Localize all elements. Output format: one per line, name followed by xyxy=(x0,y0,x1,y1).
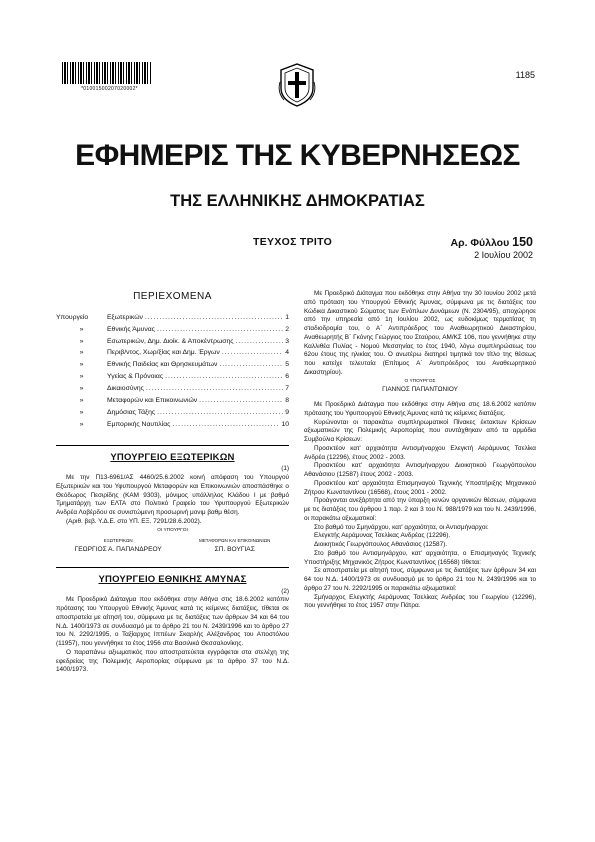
toc-leader xyxy=(236,338,284,347)
toc-prefix: » xyxy=(79,325,84,333)
decision-text: Προσκτέον κατ' αρχαιότητα Αντισμήναρχου Ελεγκτή Αεράμυνας Τσελίκα Ανδρέα (12296), έτους 2002 - 2003. xyxy=(304,444,536,461)
gazette-title: ΕΦΗΜΕΡΙΣ ΤΗΣ ΚΥΒΕΡΝΗΣΕΩΣ xyxy=(75,139,520,172)
toc-leader xyxy=(146,385,283,394)
toc-leader xyxy=(172,421,279,430)
issue-value: 150 xyxy=(512,235,533,249)
divider xyxy=(56,567,289,568)
toc-label: Εθνικής Άμυνας xyxy=(107,325,155,333)
toc-page: 6 xyxy=(285,373,289,381)
toc-leader xyxy=(157,409,283,418)
toc-label: Περιβ/ντος, Χωρ/ξίας και Δημ. Έργων xyxy=(107,349,220,357)
decision-text: Στο βαθμό του Αντισμηνάρχου, κατ' αρχαιότητα, ο Επισμηναγός Τεχνικής Υποστήριξης Μηχανικός Ζήτρος Κωνσταντίνος (16568) τίθεται: xyxy=(304,549,536,566)
decision-text: Με Προεδρικό Διάταγμα που εκδόθηκε στην Αθήνα στις 18.6.2002 κατόπιν πρότασης του Υπουργού Εθνικής Άμυνας κατά τις κείμενες διατάξεις, τίθεται σε αποστρατεία με αίτησή του, σύμφωνα με τις διατάξεις των άρθρων 34 και 64 του Ν.Δ. 1400/1973 σε συνδυασμό με το άρθρο 21 του Ν. 2439/1996 και το άρθρο 27 του Ν. 2292/1995, ο Ταξίαρχος Ιππέων Σκαρλής Αλέξανδρος του Αποστόλου (11957), που γεννήθηκε το έτος 1956 στα Βασιλικά Θεσσαλονίκης. xyxy=(56,596,289,648)
toc-item[interactable] xyxy=(56,385,289,397)
left-column xyxy=(56,262,289,675)
decision-text: Ο παραπάνω αξιωματικός που αποστρατεύεται εγγράφεται στα στελέχη της εφεδρείας της Πολεμικής Αεροπορίας σύμφωνα με το άρθρο 37 του Ν.Δ. 1400/1973. xyxy=(56,648,289,674)
issue-number xyxy=(450,235,533,249)
signatory-heading: Ο ΥΠΟΥΡΓΟΣ xyxy=(404,378,436,384)
signatory-name: ΣΠ. ΒΟΥΓΙΑΣ xyxy=(214,546,255,554)
decision-text: Διοικητικός Γεωργόπουλος Αθανάσιος (12587). xyxy=(314,541,448,548)
toc-leader xyxy=(165,373,283,382)
decision-reference: (Αριθ. βεβ. Υ.Δ.Ε. στο ΥΠ. ΕΞ. 7291/28.6.2002). xyxy=(66,517,202,525)
toc-label: Υγείας & Πρόνοιας xyxy=(107,373,164,381)
barcode-number: *01001500207020002* xyxy=(81,86,138,92)
signatory-name: ΓΙΑΝΝΟΣ ΠΑΠΑΝΤΩΝΙΟΥ xyxy=(382,386,458,394)
toc-prefix: » xyxy=(79,385,84,393)
toc-page: 3 xyxy=(285,337,289,345)
decision-number: (2) xyxy=(281,587,289,595)
toc-leader xyxy=(157,326,283,335)
toc-prefix: » xyxy=(79,361,84,369)
series-label: ΤΕΥΧΟΣ ΤΡΙΤΟ xyxy=(253,236,333,248)
signatory-title: ΕΞΩΤΕΡΙΚΩΝ xyxy=(103,538,133,544)
toc-label: Εθνικής Παιδείας και Θρησκευμάτων xyxy=(107,361,218,369)
signatories-heading: ΟΙ ΥΠΟΥΡΓΟΙ xyxy=(157,527,188,533)
decision-text: Με την Π13-6961/ΑΣ 4460/25.6.2002 κοινή απόφαση του Υπουργού Εξωτερικών και του Υφυπουργού Μεταφορών και Επικοινωνιών αποσπάσθηκε ο Θεόδωρος Πεσιρίδης (ΚΑΜ 9303), μόνιμος υπάλληλος Κλάδου Ι με βαθμό Τμηματάρχη των ΕΛΤΑ στο Πολιτικό Γραφείο του Υφυπουργού Εξωτερικών Ανδρέα Λοβέρδου σε συνιστώμενη προσωρινή μονιμ βαθμ θέση. xyxy=(56,474,289,517)
decision-text: Με Προεδρικό Διάταγμα που εκδόθηκε στην Αθήνα στις 18.6.2002 κατόπιν πρότασης του Υφυπουργού Εθνικής Άμυνας κατά τις κείμενες διατάξεις. xyxy=(304,401,536,417)
issue-date: 2 Ιουλίου 2002 xyxy=(474,250,533,260)
barcode xyxy=(62,62,152,84)
toc-prefix: » xyxy=(79,408,84,416)
decision-text: Προσκτέου κατ' αρχαιότητα Αντισμήναρχου Διοικητικού Γεωργόπουλου Αθανάσιου (12587) έτους 2002 - 2003. xyxy=(304,462,536,478)
gazette-subtitle: ΤΗΣ ΕΛΛΗΝΙΚΗΣ ΔΗΜΟΚΡΑΤΙΑΣ xyxy=(170,192,425,210)
decision-text: Σε αποστρατεία με αίτησή τους, σύμφωνα με τις διατάξεις των άρθρων 34 και 64 του Ν.Δ. 1400/1973 σε συνδυασμό με το άρθρο 21 του Ν. 2439/1996 και το άρθρο 27 του Ν. 2292/1995 οι παρακάτω αξιωματικοί: xyxy=(304,567,536,592)
toc-label: Εμπορικής Ναυτιλίας xyxy=(107,420,171,428)
toc-prefix: » xyxy=(79,420,84,428)
toc-leader xyxy=(219,361,283,370)
toc-label: Δικαιοσύνης xyxy=(107,385,144,393)
toc-page: 8 xyxy=(285,396,289,404)
section-title-defence: ΥΠΟΥΡΓΕΙΟ ΕΘΝΙΚΗΣ ΑΜΥΝΑΣ xyxy=(98,573,247,585)
right-column xyxy=(304,290,536,611)
toc-page: 2 xyxy=(285,325,289,333)
page-number: 1185 xyxy=(515,70,535,80)
signatures xyxy=(56,537,289,555)
section-title-foreign-affairs: ΥΠΟΥΡΓΕΙΟ ΕΞΩΤΕΡΙΚΩΝ xyxy=(110,451,235,463)
toc-item[interactable] xyxy=(56,421,289,433)
toc-label: Εσωτερικών, Δημ. Διοίκ. & Αποκέντρωσης xyxy=(107,337,234,345)
toc-page: 7 xyxy=(285,385,289,393)
toc-leader xyxy=(145,314,283,323)
toc-item[interactable] xyxy=(56,373,289,385)
toc-item[interactable] xyxy=(56,338,289,350)
toc-leader xyxy=(199,397,283,406)
toc-heading: ΠΕΡΙΕΧΟΜΕΝΑ xyxy=(133,291,212,302)
toc-prefix: » xyxy=(79,373,84,381)
toc-prefix: Υπουργείο xyxy=(56,313,89,321)
toc-page: 9 xyxy=(285,408,289,416)
decision-text: Ελεγκτής Αεράμυνας Τσελίκας Ανδρέας (12296). xyxy=(314,532,451,540)
coat-of-arms-icon xyxy=(278,62,316,108)
issue-label: Αρ. Φύλλου xyxy=(450,237,510,249)
toc-item[interactable] xyxy=(56,397,289,409)
toc-item[interactable] xyxy=(56,349,289,361)
toc-item[interactable] xyxy=(56,409,289,421)
decision-text: Προσκτέου κατ' αρχαιότητα Επισμηναγού Τεχνικής Υποστήριξης Μηχανικού Ζήτρου Κωνσταντίνου (16568), έτους 2001 - 2002. xyxy=(304,479,536,496)
decision-text: Κυρώνονται οι παρακάτω συμπληρωματικοί Πίνακες έκτακτων Κρίσεων αξιωματικών της Πολεμικής Αεροπορίας που συντάχθηκαν από τα αρμόδια Συμβούλια Κρίσεων: xyxy=(304,418,536,443)
decision-text: Προάγονται ανεξάρτητα από την ύπαρξη κενών οργανικών θέσεων, σύμφωνα με τις διατάξεις του άρθρου 1 παρ. 2 και 3 του Ν. 988/1979 και του Ν. 2439/1996, οι παρακάτω αξιωματικοί: xyxy=(304,497,536,522)
toc-prefix: » xyxy=(79,396,84,404)
decision-text: Με Προεδρικό Διάταγμα που εκδόθηκε στην Αθήνα την 30 Ιουνίου 2002 μετά από πρόταση του Υπουργού Εθνικής Άμυνας, σύμφωνα με τις διατάξεις του Κώδικα Δικαστικού Σώματος των Ενόπλων Δυνάμεων (Ν. 2304/95), αποχώρησε από την υπηρεσία από 1η Ιουλίου 2002, ως ευδοκίμως τερματίσας τη σταδιοδρομία του, ο Α΄ Αντιπρόεδρος του Αναθεωρητικού Δικαστηρίου, Αναθεωρητής Β΄ Γκόνης Γεώργιος του Σταύρου, ΑΜ/ΚΣ 106, που γεννήθηκε στην Καλλιθέα Πυλίας - Νομού Μεσσηνίας το έτος 1940, λόγω συμπληρώσεως του 62ου έτους της ηλικίας του. Ο ανωτέρω διατηρεί τιμητικά τον τίτλο της θέσεως που κατείχε τελευταία (Επίτιμος Α΄ Αντιπρόεδρος του Αναθεωρητικού Δικαστηρίου). xyxy=(304,290,536,376)
toc-label: Μεταφορών και Επικοινωνιών xyxy=(107,396,198,404)
toc-item[interactable] xyxy=(56,314,289,326)
decision-text: Σμήναρχος Ελεγκτής Αεράμυνας Τσελίκας Ανδρέας του Γεωργίου (12296), που γεννήθηκε το έτος 1957 στην Πάτρα. xyxy=(304,593,536,610)
toc-page: 10 xyxy=(281,420,289,428)
toc-page: 1 xyxy=(285,313,289,321)
toc-page: 4 xyxy=(285,349,289,357)
divider xyxy=(56,445,289,446)
toc-label: Εξωτερικών xyxy=(107,313,143,321)
toc-leader xyxy=(222,349,283,358)
decision-number: (1) xyxy=(281,465,289,473)
toc-prefix: » xyxy=(79,337,84,345)
decision-text: Στο βαθμό του Σμηνάρχου, κατ' αρχαιότητα, οι Αντισμήναρχοι: xyxy=(314,523,489,531)
toc-item[interactable] xyxy=(56,361,289,373)
toc-prefix: » xyxy=(79,349,84,357)
signatory-title: ΜΕΤΑΦΟΡΩΝ ΚΑΙ ΕΠΙΚΟΙΝΩΝΙΩΝ xyxy=(199,538,271,544)
toc-item[interactable] xyxy=(56,326,289,338)
signatory-name: ΓΕΩΡΓΙΟΣ Α. ΠΑΠΑΝΔΡΕΟΥ xyxy=(74,546,162,554)
toc-label: Δημόσιας Τάξης xyxy=(107,408,156,416)
toc-page: 5 xyxy=(285,361,289,369)
